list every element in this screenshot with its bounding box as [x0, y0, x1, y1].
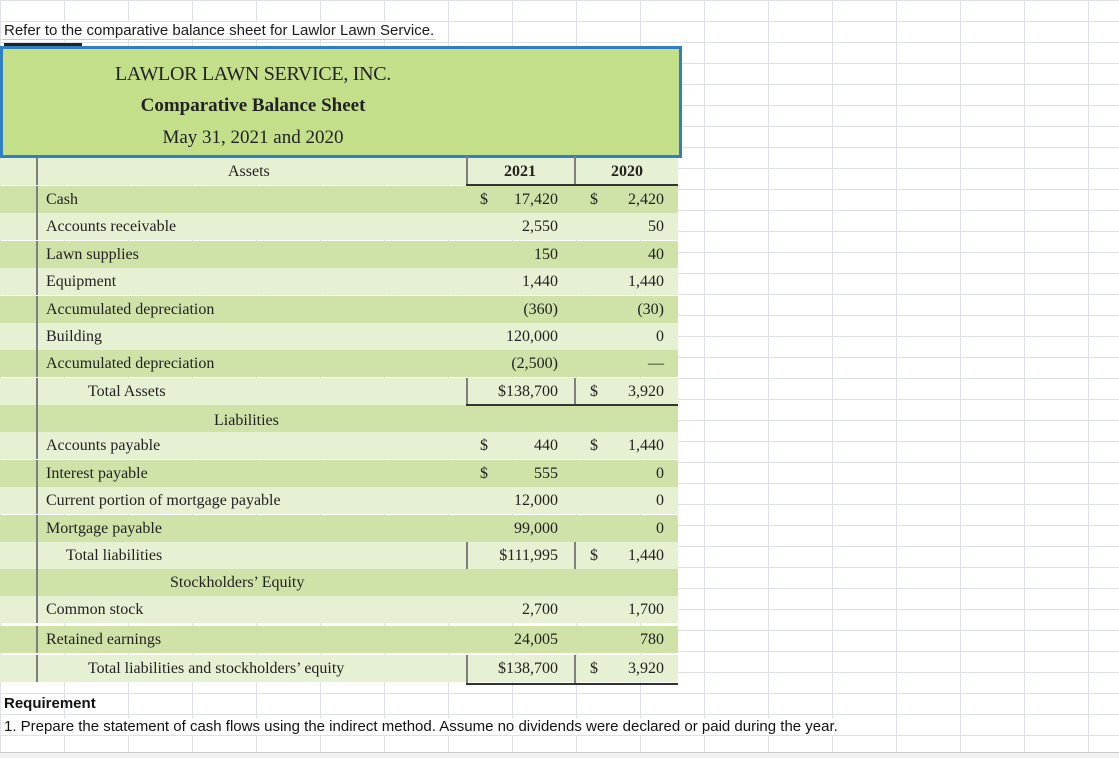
liabilities-row — [0, 487, 678, 514]
value-2020: 780 — [640, 630, 664, 648]
column-header-row — [0, 158, 678, 185]
assets-row — [0, 186, 678, 213]
equity-heading: Stockholders’ Equity — [170, 574, 305, 591]
balance-sheet-title-box — [0, 46, 682, 158]
assets-row — [0, 213, 678, 240]
value-2020: 0 — [656, 519, 664, 537]
row-label: Building — [46, 328, 103, 345]
value-2021: $ 440 — [480, 437, 558, 454]
total-liabilities-row — [0, 542, 678, 569]
value-2021: 99,000 — [514, 519, 558, 537]
total-liabilities-2021: $111,995 — [499, 547, 558, 564]
value-2021: 12,000 — [514, 492, 558, 509]
row-label: Retained earnings — [46, 630, 162, 648]
value-2020: 50 — [648, 218, 664, 236]
value-2021: (2,500) — [511, 355, 558, 373]
total-assets-label: Total Assets — [88, 383, 166, 400]
value-2021: 2,700 — [522, 601, 558, 618]
row-label: Mortgage payable — [46, 519, 162, 537]
total-assets-2021: $138,700 — [498, 383, 558, 400]
assets-row — [0, 323, 678, 350]
row-label: Accumulated depreciation — [46, 300, 215, 318]
balance-sheet-table — [0, 156, 678, 686]
intro-text: Refer to the comparative balance sheet for Lawlor Lawn Service. — [4, 22, 435, 39]
row-label: Cash — [46, 191, 78, 208]
row-label: Accounts payable — [46, 437, 161, 454]
row-label: Equipment — [46, 273, 117, 291]
year-2020-header: 2020 — [611, 163, 643, 180]
row-label: Interest payable — [46, 464, 148, 482]
assets-row — [0, 241, 678, 268]
horizontal-scrollbar[interactable] — [0, 752, 1119, 758]
row-label: Lawn supplies — [46, 245, 139, 263]
liabilities-row — [0, 460, 678, 487]
assets-heading: Assets — [228, 163, 270, 180]
value-2021: 24,005 — [514, 630, 558, 648]
liabilities-heading-row — [0, 405, 678, 432]
statement-date: May 31, 2021 and 2020 — [162, 127, 344, 148]
value-2021: 1,440 — [522, 273, 558, 291]
value-2020: 0 — [656, 464, 664, 482]
total-assets-row — [0, 378, 678, 405]
requirement-title: Requirement — [4, 695, 96, 712]
value-2021: 120,000 — [506, 328, 558, 345]
total-assets-2020: $ 3,920 — [590, 383, 664, 400]
year-2021-header: 2021 — [504, 163, 536, 180]
value-2021: 2,550 — [522, 218, 558, 236]
value-2020: 1,700 — [628, 601, 664, 618]
total-liabilities-label: Total liabilities — [66, 547, 163, 564]
liabilities-row — [0, 432, 678, 459]
assets-row — [0, 268, 678, 295]
assets-row — [0, 350, 678, 377]
statement-title: Comparative Balance Sheet — [140, 95, 366, 116]
equity-row — [0, 626, 678, 653]
value-2020: $ 2,420 — [590, 191, 664, 208]
value-2020: — — [648, 355, 664, 373]
value-2021: $ 555 — [480, 464, 558, 482]
equity-heading-row — [0, 569, 678, 596]
value-2020: (30) — [637, 300, 664, 318]
equity-row — [0, 596, 678, 623]
total-le-row — [0, 655, 678, 682]
row-label: Accumulated depreciation — [46, 355, 215, 373]
liabilities-heading: Liabilities — [214, 412, 279, 429]
assets-row — [0, 296, 678, 323]
value-2021: (360) — [523, 300, 558, 318]
value-2020: 1,440 — [628, 273, 664, 291]
row-label: Current portion of mortgage payable — [46, 492, 281, 509]
row-label: Common stock — [46, 601, 144, 618]
value-2020: 40 — [648, 245, 664, 263]
liabilities-row — [0, 515, 678, 542]
value-2020: $ 1,440 — [590, 437, 664, 454]
value-2021: 150 — [534, 245, 558, 263]
company-name: LAWLOR LAWN SERVICE, INC. — [115, 63, 391, 85]
total-le-label: Total liabilities and stockholders’ equity — [88, 660, 345, 677]
total-le-2020: $ 3,920 — [590, 660, 664, 677]
requirement-item: 1. Prepare the statement of cash flows using the indirect method. Assume no dividends were declared or paid during the year. — [4, 718, 838, 735]
total-liabilities-2020: $ 1,440 — [590, 547, 664, 564]
value-2020: 0 — [656, 492, 664, 509]
value-2021: $ 17,420 — [480, 191, 558, 208]
row-label: Accounts receivable — [46, 218, 177, 236]
total-le-2021: $138,700 — [498, 660, 558, 677]
value-2020: 0 — [656, 328, 664, 345]
